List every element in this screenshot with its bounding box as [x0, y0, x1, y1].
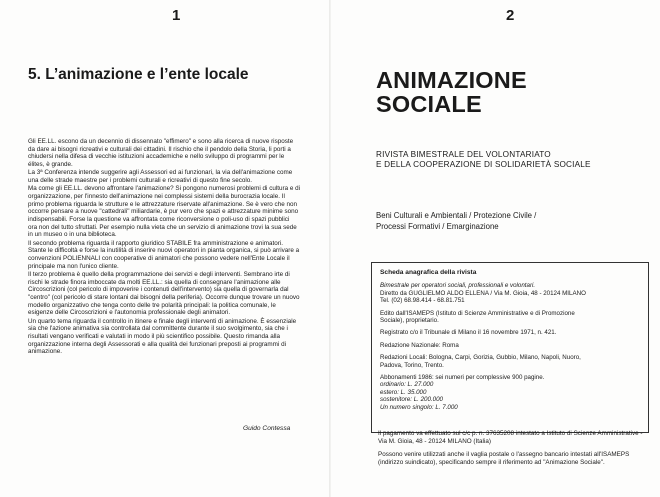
payment-info [378, 430, 652, 472]
article-body [28, 138, 300, 357]
topics-line: Processi Formativi / Emarginazione [376, 222, 499, 231]
info-line: Abbonamenti 1986: sei numeri per complessive 900 pagine. [380, 374, 545, 382]
magazine-title-line: ANIMAZIONE [376, 67, 527, 93]
info-block-national-office [380, 342, 640, 349]
author-signature: Guido Contessa [243, 425, 291, 432]
paragraph: Un quarto tema riguarda il controllo in itinere e finale degli interventi di animazione. È essenziale sia che l'azione animativa sia controllata dal committente durante il suo svolgimento, sia che i risultati vengano verificati e valutati in modo il più scientifico possibile. Questo rimanda alla organizzazione interna degli Assessorati e alla qualità dei funzionari preposti ai programmi di animazione. [28, 317, 297, 356]
info-line: Un numero singolo: L. 7.000 [380, 403, 458, 411]
subtitle-line: E DELLA COOPERAZIONE DI SOLIDARIETÀ SOCIALE [376, 160, 591, 169]
paragraph: Gli EE.LL. escono da un decennio di dissennato "effimero" e sono alla ricerca di nuove risposte da dare ai bisogni ricreativi e culturali dei cittadini. Il rischio che il pendolo della Storia, li porti a chiudersi nella difesa di vecchie istituzioni accademiche e nello sviluppo di programmi per le élites, è grande. [28, 138, 294, 169]
info-line: Redazioni Locali: Bologna, Carpi, Gorizia, Gubbio, Milano, Napoli, Nuoro, [380, 354, 581, 362]
page-number: 2 [506, 7, 515, 24]
payment-paragraph: Il pagamento va effettuato sul c/c p. n. 37635208 intestato a Istituto di Scienze Amministrative - Via M. Gioia, 48 - 20124 MILANO (Italia) [378, 430, 643, 445]
subtitle-line: RIVISTA BIMESTRALE DEL VOLONTARIATO [376, 150, 551, 159]
info-block-subscriptions [380, 374, 640, 411]
info-line: Registrato c/o il Tribunale di Milano il 16 novembre 1971, n. 421. [380, 329, 557, 337]
info-block-publisher [380, 310, 640, 325]
info-line: Tel. (02) 68.98.414 - 68.81.751 [380, 297, 465, 305]
magazine-title-line: SOCIALE [376, 91, 482, 117]
magazine-subtitle [376, 150, 591, 170]
paragraph: Ma come gli EE.LL. devono affrontare l'animazione? Si pongono numerosi problemi di cultura e di organizzazione, per l'innesto dell'animazione nei complessi sistemi della burocrazia locale. Il primo problema riguarda le strutture e le attrezzature riservate all'animazione. Se è vero che non occorre pensare a nuove "cattedrali" miliardarie, è pur vero che spazi e attrezzature minime sono indispensabili. Forse la questione va affrontata come riconversione o poli-uso di spazi pubblici ora non del tutto sfruttati. Per esempio nulla vieta che un servizio di animazione trovi la sua sede in un museo o in una biblioteca. [28, 185, 301, 239]
info-block-local-offices [380, 354, 640, 369]
info-line: estero: L. 35.000 [380, 388, 427, 396]
info-line: Redazione Nazionale: Roma [380, 341, 459, 349]
info-line: Bimestrale per operatori sociali, professionali e volontari. [380, 282, 536, 290]
section-title: 5. L’animazione e l’ente locale [28, 66, 249, 83]
payment-paragraph: Possono venire utilizzati anche il vaglia postale o l'assegno bancario intestati all'ISAMEPS (indirizzo suindicato), specificando sempre il riferimento ad "Animazione Sociale". [378, 451, 630, 466]
info-line: Edito dall'ISAMEPS (Istituto di Scienze Amministrative e di Promozione [380, 309, 575, 317]
info-block-direction [380, 282, 640, 304]
paragraph: Il terzo problema è quello della programmazione dei servizi e degli interventi. Sembrano irte di rischi le strade finora imboccate da molti EE.LL.: sia quella di consegnare l'animazione alle Circoscrizioni (col pericolo di impoverire i contenuti dell'intervento) sia quella di governarla dal "centro" (col pericolo di stare lontani dai bisogni della periferia). Occorre dunque trovare un nuovo modello organizzativo che tenga conto delle tre polarità principali: la politica comunale, le esigenze delle Circoscrizioni e l'autonomia professionale degli animatori. [28, 270, 300, 317]
topics-line: Beni Culturali e Ambientali / Protezione Civile / [376, 211, 537, 220]
topics-list [376, 210, 536, 232]
magazine-info-box [371, 262, 649, 433]
info-line: Padova, Torino, Trento. [380, 361, 444, 369]
info-block-registration [380, 329, 640, 336]
paragraph: Il secondo problema riguarda il rapporto giuridico STABILE fra amministrazione e animatori. Stante le difficoltà e forse la inutilità di inserire nuovi operatori in pianta organica, si può arrivare a convenzioni POLIENNALI con cooperative di animatori che possono vedere nell'Ente Locale il principale ma non l'unico cliente. [28, 239, 300, 270]
info-line: sostenitore: L. 200.000 [380, 396, 443, 404]
info-line: Sociale), proprietario. [380, 317, 439, 325]
info-box-heading: Scheda anagrafica della rivista [380, 269, 477, 276]
magazine-title [376, 68, 527, 116]
page-number: 1 [172, 7, 181, 24]
paragraph: La 3ª Conferenza intende suggerire agli Assessori ed ai funzionari, la via dell'animazione come una delle strade maestre per i problemi culturali e ricreativi di questo fine secolo. [28, 169, 293, 185]
info-line: ordinario: L. 27.000 [380, 381, 434, 389]
info-line: Diretto da GUGLIELMO ALDO ELLENA / Via M. Gioia, 48 - 20124 MILANO [380, 289, 586, 297]
